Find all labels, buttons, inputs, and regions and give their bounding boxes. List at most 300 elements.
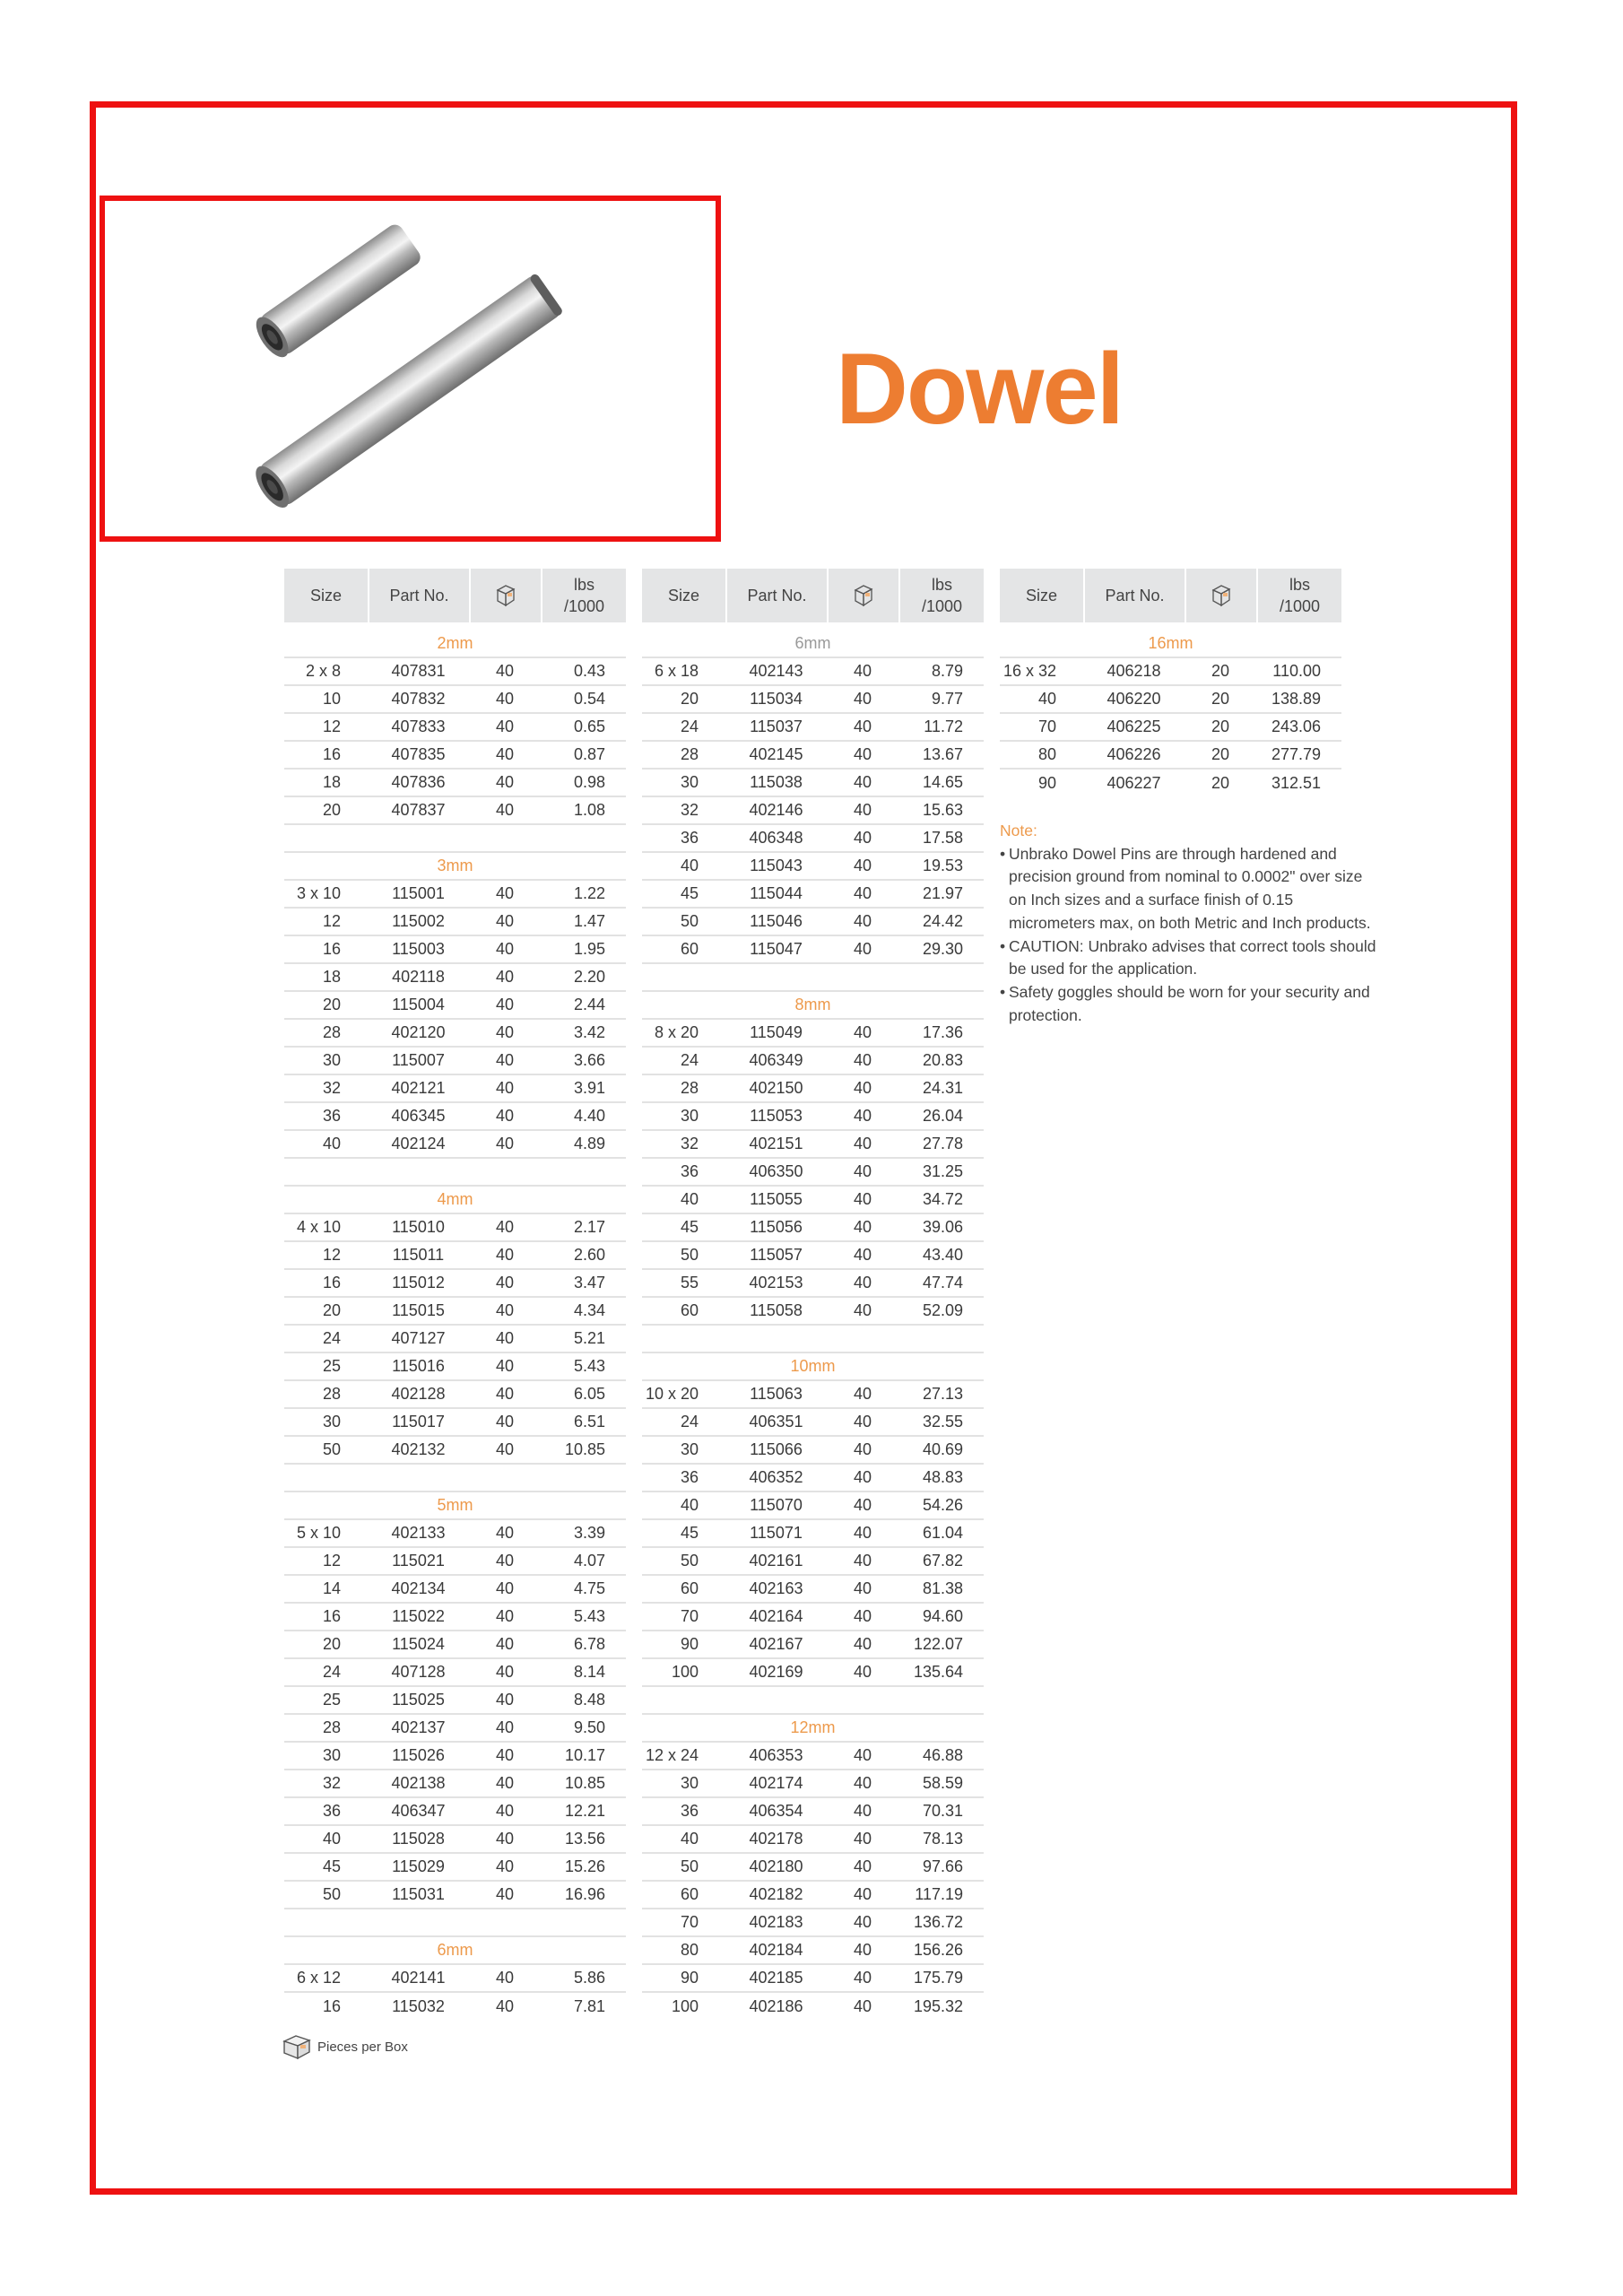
cell-part-no: 406218 [1107,662,1161,680]
group-label: 8mm [642,992,984,1020]
group-label: 6mm [284,1937,626,1965]
cell-lbs-per-1000: 277.79 [1271,745,1321,763]
table-row [284,1659,626,1687]
cell-size: 28 [322,1718,341,1736]
table-row [1000,770,1341,797]
table-row [284,1520,626,1548]
table-row [642,1242,984,1270]
table-row [642,1020,984,1048]
cell-part-no: 402178 [749,1830,803,1848]
cell-part-no: 406226 [1107,745,1161,763]
cell-part-no: 402143 [749,662,803,680]
cell-lbs-per-1000: 3.39 [573,1524,605,1542]
cell-pieces-per-box: 40 [495,1079,515,1097]
cell-part-no: 115043 [750,857,803,874]
cell-lbs-per-1000: 0.87 [573,745,605,763]
cell-size: 40 [680,1496,699,1514]
cell-pieces-per-box: 40 [495,884,515,902]
cell-size: 90 [1037,774,1056,792]
table-row [642,909,984,936]
table-row [642,1631,984,1659]
cell-size: 4 x 10 [296,1218,341,1236]
cell-size: 36 [322,1107,341,1125]
cell-size: 6 x 12 [296,1969,341,1987]
cell-size: 100 [671,1663,699,1681]
cell-part-no: 115046 [750,912,803,930]
group-label: 4mm [284,1187,626,1214]
cell-pieces-per-box: 40 [853,1274,872,1292]
cell-lbs-per-1000: 94.60 [922,1607,963,1625]
cell-lbs-per-1000: 122.07 [913,1635,963,1653]
cell-size: 30 [680,773,699,791]
cell-lbs-per-1000: 1.47 [573,912,605,930]
table-row [284,1576,626,1604]
cell-lbs-per-1000: 17.36 [922,1023,963,1041]
cell-part-no: 115021 [392,1552,445,1570]
cell-lbs-per-1000: 19.53 [922,857,963,874]
cell-lbs-per-1000: 16.96 [564,1885,605,1903]
header-lbs [900,569,984,622]
cell-lbs-per-1000: 46.88 [922,1746,963,1764]
table-row [642,1298,984,1326]
cell-pieces-per-box: 40 [853,718,872,735]
cell-size: 100 [671,1997,699,2015]
cell-lbs-per-1000: 6.51 [573,1413,605,1431]
cell-lbs-per-1000: 10.85 [564,1774,605,1792]
cell-size: 40 [322,1830,341,1848]
cell-pieces-per-box: 40 [853,801,872,819]
cell-size: 36 [322,1802,341,1820]
cell-size: 16 x 32 [1002,662,1056,680]
cell-size: 24 [322,1329,341,1347]
cell-size: 36 [680,1802,699,1820]
cell-size: 24 [680,1413,699,1431]
table-row [642,881,984,909]
cell-size: 24 [680,718,699,735]
header-part-no: Part No. [1085,569,1185,622]
cell-part-no: 407832 [391,690,446,708]
note-section [1000,820,1376,1027]
table-row [642,936,984,964]
note-text: Safety goggles should be worn for your security and protection. [1009,982,1370,1024]
cell-part-no: 115056 [750,1218,803,1236]
cell-part-no: 407837 [391,801,446,819]
cell-part-no: 402174 [749,1774,803,1792]
cell-size: 30 [322,1746,341,1764]
cell-pieces-per-box: 40 [853,1635,872,1653]
table-row [284,909,626,936]
cell-lbs-per-1000: 24.42 [922,912,963,930]
cell-pieces-per-box: 40 [495,1552,515,1570]
cell-part-no: 115031 [392,1885,445,1903]
cell-pieces-per-box: 40 [853,1218,872,1236]
table-row [284,1437,626,1465]
table-row [642,686,984,714]
note-text: CAUTION: Unbrako advises that correct tools should be used for the application. [1009,936,1376,978]
cell-pieces-per-box: 40 [495,745,515,763]
header-size: Size [284,569,368,622]
cell-part-no: 402141 [391,1969,446,1987]
cell-lbs-per-1000: 32.55 [922,1413,963,1431]
cell-size: 70 [1037,718,1056,735]
table-row [284,714,626,742]
table-row [284,1798,626,1826]
cell-part-no: 115002 [392,912,445,930]
note-title: Note: [1000,822,1037,839]
note-item: • Safety goggles should be worn for your security and protection. [1000,981,1376,1027]
cell-size: 18 [322,968,341,986]
cell-size: 36 [680,1162,699,1180]
cell-part-no: 115003 [392,940,445,958]
cell-lbs-per-1000: 29.30 [922,940,963,958]
group-spacer [284,825,626,853]
cell-lbs-per-1000: 39.06 [922,1218,963,1236]
cell-part-no: 115071 [750,1524,803,1542]
cell-part-no: 407831 [391,662,446,680]
cell-size: 28 [680,1079,699,1097]
cell-pieces-per-box: 40 [495,1107,515,1125]
cell-size: 12 [322,1552,341,1570]
table-row [1000,742,1341,770]
cell-size: 20 [680,690,699,708]
cell-part-no: 115034 [750,690,803,708]
cell-size: 20 [322,1301,341,1319]
cell-size: 5 x 10 [296,1524,341,1542]
cell-pieces-per-box: 40 [853,1830,872,1848]
cell-size: 40 [680,1190,699,1208]
cell-pieces-per-box: 40 [495,1274,515,1292]
cell-pieces-per-box: 40 [853,1524,872,1542]
cell-lbs-per-1000: 48.83 [922,1468,963,1486]
cell-size: 70 [680,1913,699,1931]
cell-lbs-per-1000: 97.66 [922,1857,963,1875]
header-size: Size [642,569,725,622]
cell-pieces-per-box: 40 [495,1051,515,1069]
table-row [1000,686,1341,714]
note-item: • CAUTION: Unbrako advises that correct tools should be used for the application. [1000,935,1376,981]
box-icon [282,2033,312,2060]
cell-part-no: 402151 [749,1135,803,1152]
cell-size: 36 [680,829,699,847]
cell-part-no: 402137 [391,1718,446,1736]
cell-pieces-per-box: 40 [495,773,515,791]
cell-pieces-per-box: 40 [495,1579,515,1597]
table-row [284,881,626,909]
cell-pieces-per-box: 40 [495,1413,515,1431]
cell-size: 10 x 20 [645,1385,699,1403]
table-row [642,797,984,825]
cell-pieces-per-box: 40 [853,1885,872,1903]
cell-pieces-per-box: 40 [495,801,515,819]
cell-pieces-per-box: 40 [495,1802,515,1820]
cell-pieces-per-box: 40 [495,1357,515,1375]
cell-part-no: 115057 [750,1246,803,1264]
cell-lbs-per-1000: 13.67 [922,745,963,763]
cell-pieces-per-box: 40 [853,1774,872,1792]
cell-part-no: 402121 [391,1079,446,1097]
cell-lbs-per-1000: 13.56 [564,1830,605,1848]
table-row [284,1993,626,2021]
cell-size: 36 [680,1468,699,1486]
cell-part-no: 406347 [391,1802,446,1820]
cell-lbs-per-1000: 58.59 [922,1774,963,1792]
table-row [642,1520,984,1548]
table-row [284,1604,626,1631]
cell-part-no: 402146 [749,801,803,819]
cell-lbs-per-1000: 9.77 [931,690,963,708]
cell-part-no: 402169 [749,1663,803,1681]
cell-part-no: 115038 [750,773,803,791]
cell-lbs-per-1000: 21.97 [922,884,963,902]
cell-lbs-per-1000: 195.32 [913,1997,963,2015]
table-row [642,1409,984,1437]
table-row [284,1882,626,1909]
group-label: 3mm [284,853,626,881]
cell-size: 12 [322,1246,341,1264]
cell-size: 40 [680,1830,699,1848]
cell-size: 18 [322,773,341,791]
cell-size: 16 [322,1274,341,1292]
cell-part-no: 406351 [749,1413,803,1431]
cell-pieces-per-box: 40 [495,662,515,680]
cell-pieces-per-box: 40 [853,1802,872,1820]
table-row [642,1465,984,1492]
cell-part-no: 406348 [749,829,803,847]
table-row [642,1131,984,1159]
cell-lbs-per-1000: 5.86 [573,1969,605,1987]
cell-lbs-per-1000: 70.31 [922,1802,963,1820]
cell-part-no: 402150 [749,1079,803,1097]
table-row [642,1270,984,1298]
cell-lbs-per-1000: 20.83 [922,1051,963,1069]
cell-part-no: 406352 [749,1468,803,1486]
group-spacer [284,1909,626,1937]
cell-size: 20 [322,1635,341,1653]
cell-pieces-per-box: 40 [495,1830,515,1848]
group-spacer [642,964,984,992]
cell-lbs-per-1000: 2.20 [573,968,605,986]
group-label: 16mm [1000,631,1341,658]
cell-pieces-per-box: 40 [853,940,872,958]
cell-size: 20 [322,996,341,1013]
cell-lbs-per-1000: 15.63 [922,801,963,819]
cell-pieces-per-box: 40 [853,1496,872,1514]
cell-lbs-per-1000: 4.89 [573,1135,605,1152]
header-lbs-per: /1000 [1279,597,1321,615]
cell-pieces-per-box: 40 [853,690,872,708]
page-title: Dowel [836,333,1123,445]
cell-part-no: 402163 [749,1579,803,1597]
group-label: 5mm [284,1492,626,1520]
cell-part-no: 402183 [749,1913,803,1931]
cell-size: 50 [680,1857,699,1875]
table-row [642,742,984,770]
cell-lbs-per-1000: 3.42 [573,1023,605,1041]
header-size: Size [1000,569,1083,622]
cell-pieces-per-box: 40 [853,1552,872,1570]
cell-size: 60 [680,1579,699,1597]
cell-size: 16 [322,1997,341,2015]
cell-lbs-per-1000: 5.43 [573,1607,605,1625]
cell-lbs-per-1000: 40.69 [922,1440,963,1458]
cell-size: 30 [680,1774,699,1792]
cell-part-no: 115037 [750,718,803,735]
cell-part-no: 407127 [391,1329,446,1347]
table-row [284,1965,626,1993]
header-part-no: Part No. [369,569,469,622]
cell-pieces-per-box: 40 [495,1857,515,1875]
cell-lbs-per-1000: 156.26 [913,1941,963,1959]
cell-size: 12 x 24 [645,1746,699,1764]
cell-part-no: 406353 [749,1746,803,1764]
cell-pieces-per-box: 20 [1211,745,1230,763]
cell-part-no: 407836 [391,773,446,791]
cell-pieces-per-box: 40 [495,1301,515,1319]
cell-lbs-per-1000: 4.75 [573,1579,605,1597]
cell-size: 30 [322,1051,341,1069]
cell-part-no: 115022 [392,1607,445,1625]
cell-pieces-per-box: 40 [853,1941,872,1959]
cell-part-no: 402132 [391,1440,446,1458]
table-row [642,825,984,853]
cell-pieces-per-box: 40 [495,1969,515,1987]
cell-lbs-per-1000: 5.43 [573,1357,605,1375]
cell-part-no: 115032 [392,1997,445,2015]
cell-size: 10 [322,690,341,708]
box-icon [1186,569,1256,622]
cell-pieces-per-box: 40 [853,1440,872,1458]
spec-table-1 [284,569,626,2021]
cell-part-no: 115004 [392,996,445,1013]
cell-part-no: 402161 [749,1552,803,1570]
group-spacer [642,1687,984,1715]
cell-pieces-per-box: 40 [853,1913,872,1931]
cell-size: 32 [322,1774,341,1792]
spec-table-3 [1000,569,1341,797]
cell-pieces-per-box: 40 [495,1997,515,2015]
cell-size: 40 [1037,690,1056,708]
cell-part-no: 402134 [391,1579,446,1597]
table-header [1000,569,1341,622]
cell-part-no: 406349 [749,1051,803,1069]
cell-part-no: 402167 [749,1635,803,1653]
table-row [284,1715,626,1743]
cell-lbs-per-1000: 7.81 [573,1997,605,2015]
cell-lbs-per-1000: 24.31 [922,1079,963,1097]
cell-size: 50 [322,1885,341,1903]
cell-pieces-per-box: 40 [853,1079,872,1097]
group-label: 6mm [642,631,984,658]
cell-part-no: 406225 [1107,718,1161,735]
cell-pieces-per-box: 40 [853,1301,872,1319]
cell-pieces-per-box: 40 [495,1885,515,1903]
group-spacer [642,1326,984,1353]
cell-pieces-per-box: 40 [853,1468,872,1486]
cell-size: 3 x 10 [296,884,341,902]
cell-pieces-per-box: 40 [853,1857,872,1875]
table-row [642,1159,984,1187]
cell-pieces-per-box: 40 [853,1663,872,1681]
cell-pieces-per-box: 40 [495,690,515,708]
cell-pieces-per-box: 40 [853,1162,872,1180]
note-item: • Unbrako Dowel Pins are through hardened and precision ground from nominal to 0.0002" over size on Inch sizes and a surface finish of 0.15 micrometers max, on both Metric and Inch products. [1000,843,1376,935]
cell-size: 30 [680,1440,699,1458]
cell-pieces-per-box: 40 [495,1635,515,1653]
table-row [642,1882,984,1909]
table-body [642,631,984,2021]
cell-part-no: 115024 [392,1635,445,1653]
cell-size: 90 [680,1969,699,1987]
product-image [100,196,721,542]
header-lbs [542,569,626,622]
cell-lbs-per-1000: 8.48 [573,1691,605,1709]
cell-size: 50 [680,1246,699,1264]
cell-lbs-per-1000: 2.44 [573,996,605,1013]
table-row [284,1409,626,1437]
cell-part-no: 406345 [391,1107,446,1125]
table-row [284,742,626,770]
cell-part-no: 402120 [391,1023,446,1041]
cell-pieces-per-box: 40 [853,745,872,763]
table-row [642,1075,984,1103]
table-row [284,1270,626,1298]
cell-part-no: 115026 [392,1746,445,1764]
cell-part-no: 402133 [391,1524,446,1542]
cell-part-no: 115011 [392,1246,445,1264]
cell-size: 20 [322,801,341,819]
cell-pieces-per-box: 40 [495,1385,515,1403]
table-row [642,1492,984,1520]
cell-lbs-per-1000: 10.85 [564,1440,605,1458]
cell-pieces-per-box: 20 [1211,690,1230,708]
legend-text: Pieces per Box [317,2039,408,2055]
short-dowel-pin [250,222,424,362]
cell-lbs-per-1000: 2.60 [573,1246,605,1264]
cell-pieces-per-box: 40 [495,1023,515,1041]
header-lbs-unit: lbs [931,576,952,594]
cell-size: 55 [680,1274,699,1292]
cell-lbs-per-1000: 138.89 [1271,690,1321,708]
table-body [284,631,626,2021]
cell-pieces-per-box: 40 [853,1246,872,1264]
cell-size: 6 x 18 [654,662,699,680]
cell-lbs-per-1000: 136.72 [913,1913,963,1931]
cell-part-no: 115025 [392,1691,445,1709]
cell-size: 30 [322,1413,341,1431]
table-row [642,770,984,797]
cell-size: 70 [680,1607,699,1625]
cell-pieces-per-box: 40 [495,1218,515,1236]
cell-lbs-per-1000: 34.72 [922,1190,963,1208]
cell-part-no: 406220 [1107,690,1161,708]
cell-part-no: 115016 [392,1357,445,1375]
cell-size: 14 [322,1579,341,1597]
cell-part-no: 402182 [749,1885,803,1903]
cell-lbs-per-1000: 135.64 [913,1663,963,1681]
cell-lbs-per-1000: 26.04 [922,1107,963,1125]
cell-lbs-per-1000: 4.40 [573,1107,605,1125]
cell-pieces-per-box: 40 [853,1746,872,1764]
group-label: 10mm [642,1353,984,1381]
group-spacer [284,1465,626,1492]
cell-lbs-per-1000: 5.21 [573,1329,605,1347]
table-row [642,1576,984,1604]
cell-pieces-per-box: 40 [853,857,872,874]
cell-pieces-per-box: 20 [1211,662,1230,680]
cell-pieces-per-box: 40 [495,1746,515,1764]
cell-lbs-per-1000: 243.06 [1271,718,1321,735]
cell-pieces-per-box: 40 [495,1246,515,1264]
